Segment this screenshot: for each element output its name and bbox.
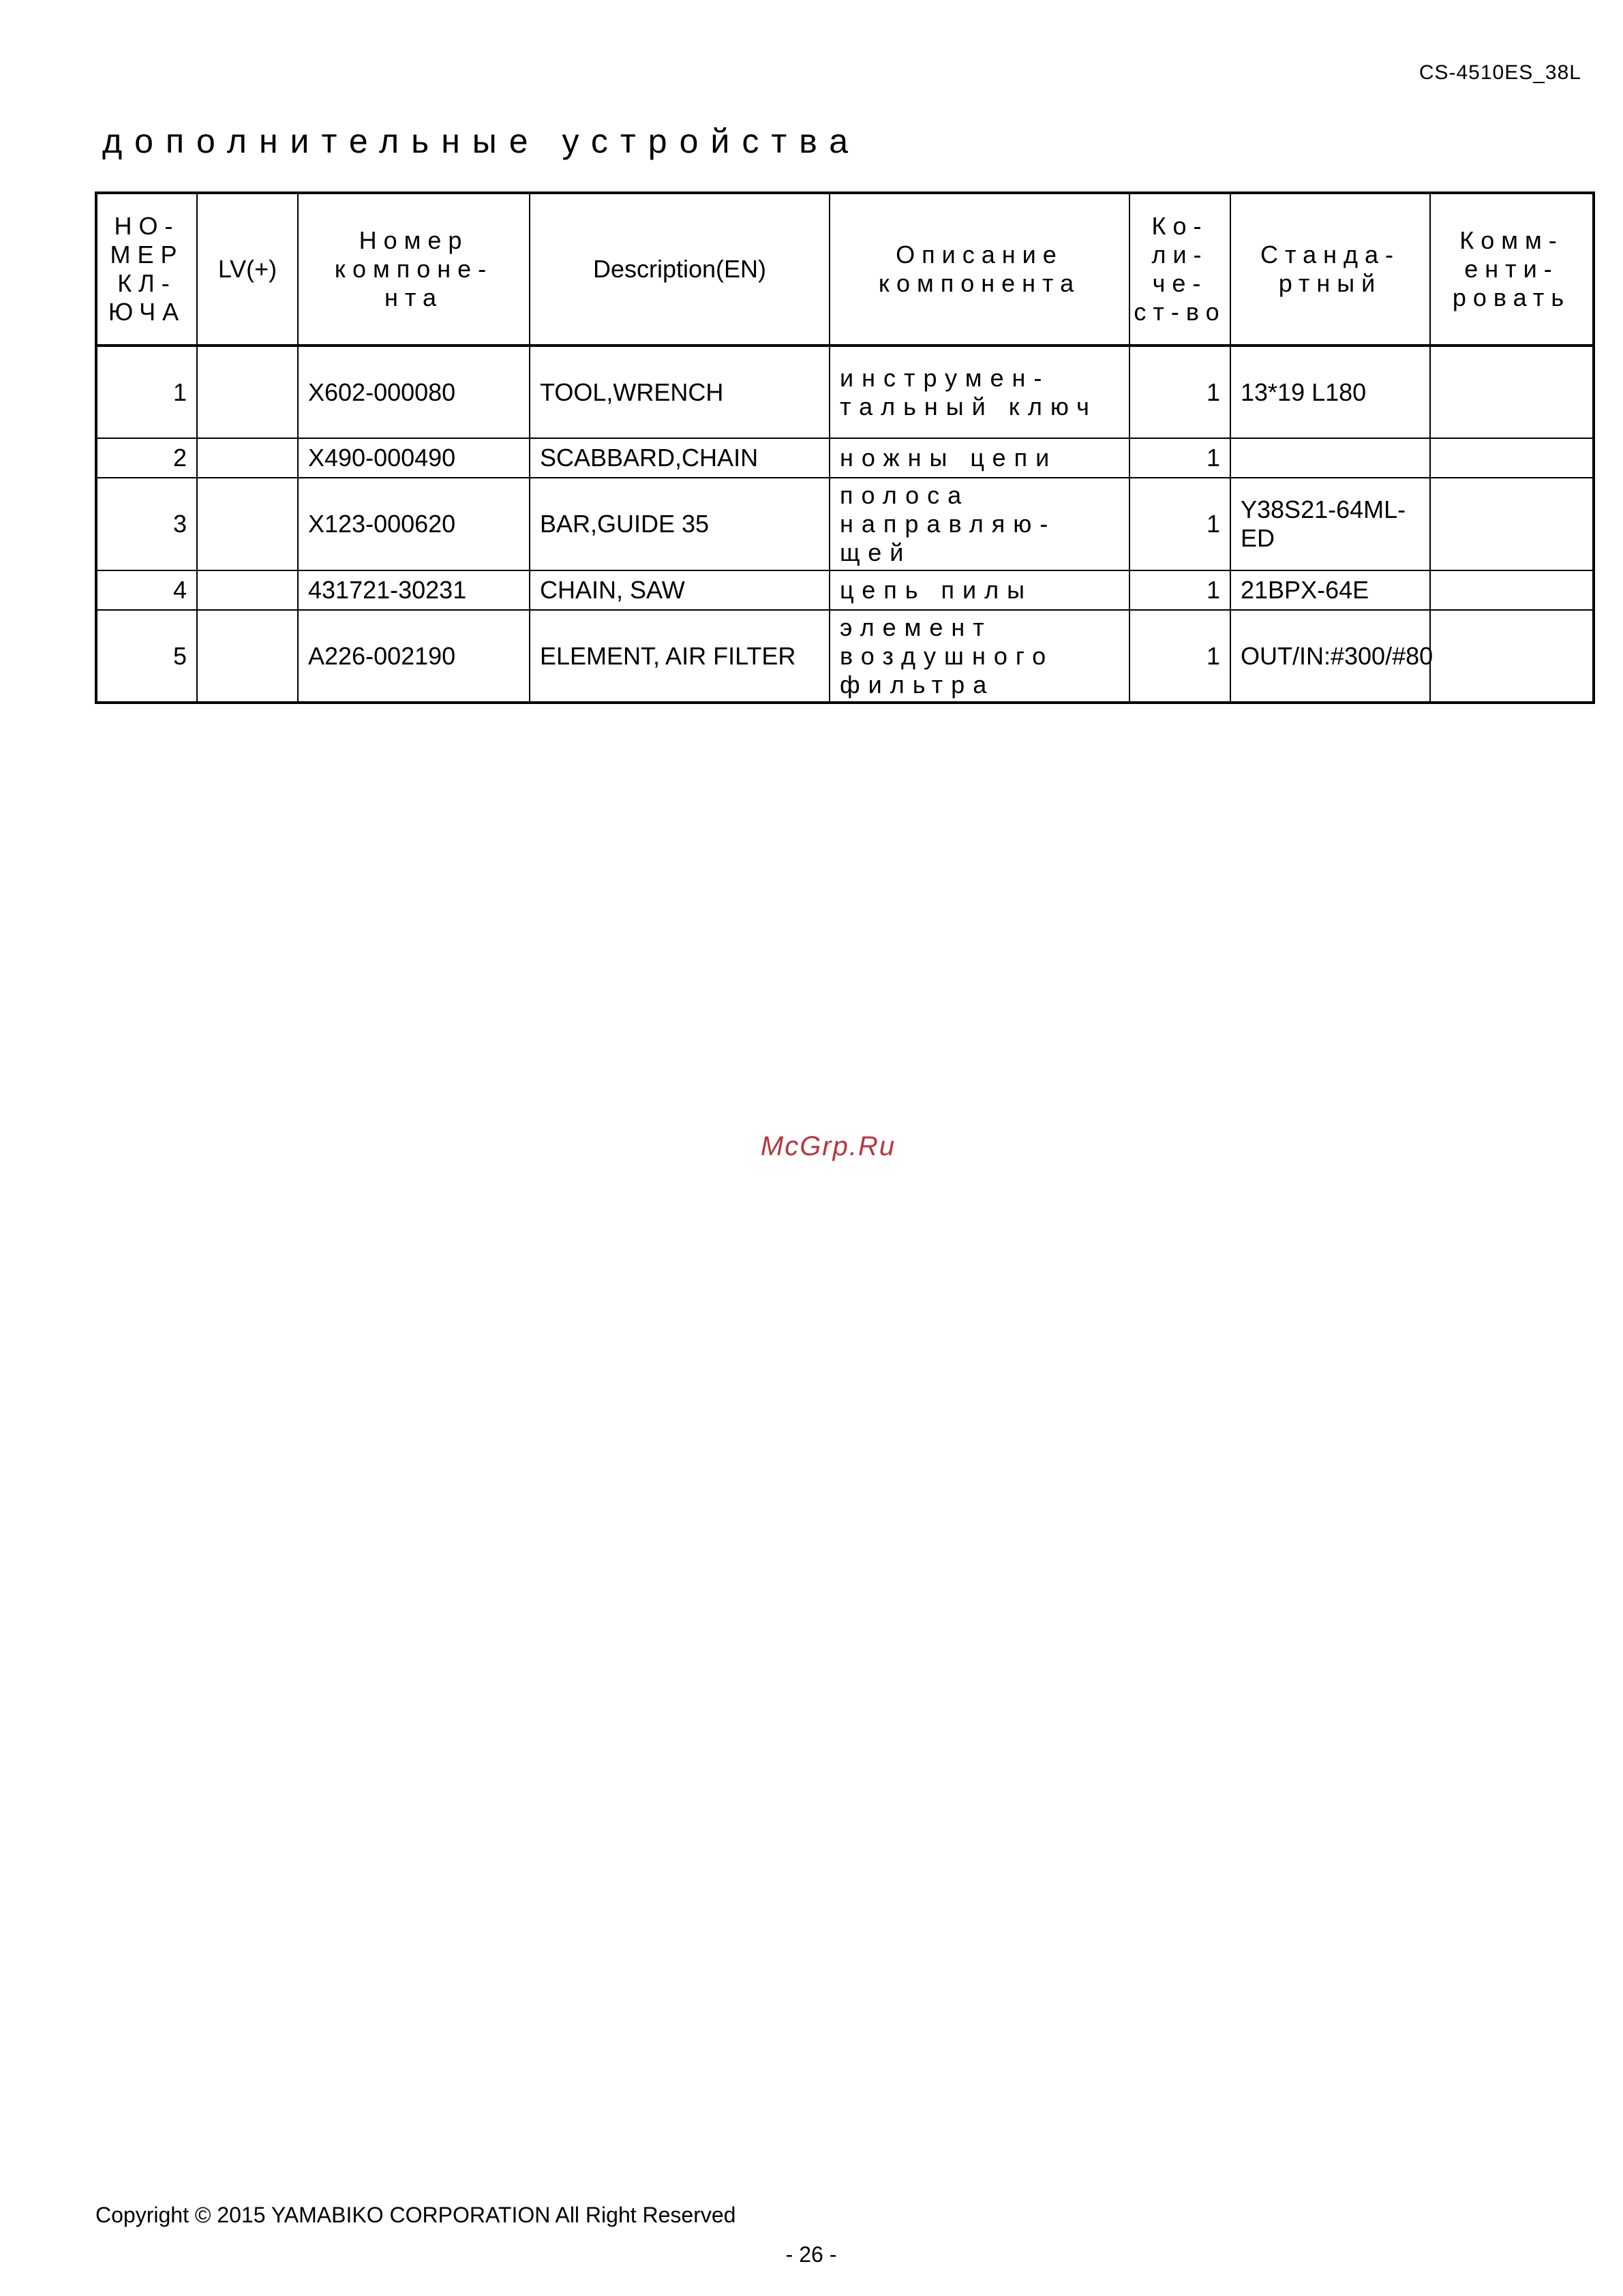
cell-quantity: 1 — [1129, 478, 1230, 570]
column-header-key-number: НО-МЕР КЛ-ЮЧА — [96, 193, 197, 346]
cell-quantity: 1 — [1129, 610, 1230, 703]
cell-description-ru: элемент воздушного фильтра — [830, 610, 1129, 703]
cell-quantity: 1 — [1129, 346, 1230, 438]
table-header-row — [96, 193, 1594, 346]
cell-key: 1 — [96, 346, 197, 438]
cell-part-number: X123-000620 — [298, 478, 530, 570]
cell-key: 2 — [96, 438, 197, 478]
cell-comment — [1430, 610, 1594, 703]
table-row — [96, 610, 1594, 703]
cell-standard: OUT/IN:#300/#80 — [1230, 610, 1430, 703]
cell-description-ru: ножны цепи — [830, 438, 1129, 478]
cell-description-en: TOOL,WRENCH — [530, 346, 830, 438]
cell-comment — [1430, 570, 1594, 610]
cell-standard: 21BPX-64E — [1230, 570, 1430, 610]
cell-standard: Y38S21-64ML-ED — [1230, 478, 1430, 570]
cell-lv — [197, 478, 298, 570]
cell-lv — [197, 346, 298, 438]
cell-description-ru: цепь пилы — [830, 570, 1129, 610]
cell-description-ru: полоса направляю-щей — [830, 478, 1129, 570]
cell-part-number: A226-002190 — [298, 610, 530, 703]
cell-description-ru: инструмен-тальный ключ — [830, 346, 1129, 438]
page-number: - 26 - — [785, 2242, 837, 2267]
cell-quantity: 1 — [1129, 438, 1230, 478]
cell-key: 3 — [96, 478, 197, 570]
cell-key: 4 — [96, 570, 197, 610]
column-header-description-ru: Описание компонента — [830, 193, 1129, 346]
cell-lv — [197, 610, 298, 703]
cell-description-en: CHAIN, SAW — [530, 570, 830, 610]
column-header-description-en: Description(EN) — [530, 193, 830, 346]
cell-quantity: 1 — [1129, 570, 1230, 610]
table-row — [96, 570, 1594, 610]
watermark-text: McGrp.Ru — [760, 1131, 896, 1161]
column-header-standard: Стандa-ртный — [1230, 193, 1430, 346]
cell-standard: 13*19 L180 — [1230, 346, 1430, 438]
cell-comment — [1430, 438, 1594, 478]
cell-standard — [1230, 438, 1430, 478]
table-row — [96, 478, 1594, 570]
column-header-part-number: Номер компоне-нта — [298, 193, 530, 346]
column-header-comment: Комм-енти-ровать — [1430, 193, 1594, 346]
section-title: дополнительные устройства — [102, 122, 861, 160]
cell-description-en: SCABBARD,CHAIN — [530, 438, 830, 478]
table-row — [96, 438, 1594, 478]
cell-comment — [1430, 478, 1594, 570]
column-header-lv: LV(+) — [197, 193, 298, 346]
cell-description-en: ELEMENT, AIR FILTER — [530, 610, 830, 703]
cell-description-en: BAR,GUIDE 35 — [530, 478, 830, 570]
cell-lv — [197, 438, 298, 478]
cell-lv — [197, 570, 298, 610]
cell-key: 5 — [96, 610, 197, 703]
cell-part-number: 431721-30231 — [298, 570, 530, 610]
cell-comment — [1430, 346, 1594, 438]
parts-table — [95, 192, 1595, 704]
copyright-notice: Copyright © 2015 YAMABIKO CORPORATION All Right Reserved — [95, 2203, 736, 2227]
document-code: CS-4510ES_38L — [1419, 61, 1581, 84]
table-row — [96, 346, 1594, 438]
cell-part-number: X602-000080 — [298, 346, 530, 438]
column-header-quantity: Ко-ли-че-ст-во — [1129, 193, 1230, 346]
cell-part-number: X490-000490 — [298, 438, 530, 478]
